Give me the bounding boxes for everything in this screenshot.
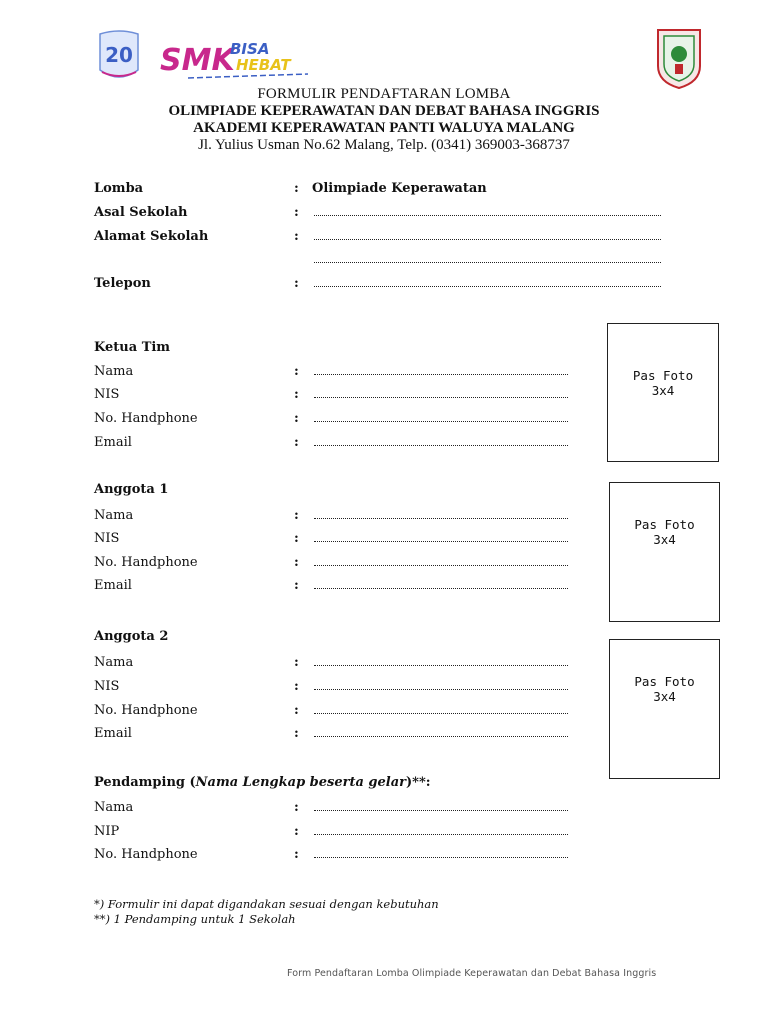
anggota1-email-line[interactable] [314, 588, 568, 589]
lomba-label: Lomba [94, 181, 144, 196]
pendamping-nip-line[interactable] [314, 834, 568, 835]
pendamping-prefix: Pendamping ( [94, 775, 196, 790]
ketua-tim-heading: Ketua Tim [94, 340, 171, 355]
crest-logo [654, 26, 704, 90]
photo-label: Pas Foto [632, 368, 694, 383]
anggota2-photo-box [609, 639, 720, 779]
pendamping-heading [94, 775, 431, 790]
pendamping-nama-line[interactable] [314, 810, 568, 811]
alamat-sekolah-label: Alamat Sekolah [94, 229, 209, 244]
pendamping-nama-label: Nama [94, 800, 134, 815]
anggota2-email-line[interactable] [314, 736, 568, 737]
telepon-colon: : [294, 276, 299, 291]
smk-text: SMK [160, 43, 235, 78]
pendamping-handphone-label: No. Handphone [94, 847, 198, 862]
photo-label: Pas Foto [634, 517, 695, 532]
asal-sekolah-label: Asal Sekolah [94, 205, 188, 220]
pendamping-nama-colon: : [294, 800, 299, 815]
anggota1-nama-line[interactable] [314, 518, 568, 519]
anggota1-nama-colon: : [294, 508, 299, 523]
telepon-label: Telepon [94, 276, 151, 291]
pendamping-italic: Nama Lengkap beserta gelar [195, 775, 407, 790]
pendamping-nip-colon: : [294, 824, 299, 839]
photo-size: 3x4 [651, 383, 675, 398]
photo-size: 3x4 [653, 689, 676, 704]
pendamping-handphone-colon: : [294, 847, 299, 862]
anggota2-nis-line[interactable] [314, 689, 568, 690]
anggota1-handphone-line[interactable] [314, 565, 568, 566]
photo-size: 3x4 [653, 532, 676, 547]
anggota1-handphone-label: No. Handphone [94, 555, 198, 570]
ketua-email-colon: : [294, 435, 299, 450]
anggota1-nis-label: NIS [94, 531, 120, 546]
event-title: OLIMPIADE KEPERAWATAN DAN DEBAT BAHASA INGGRIS [168, 103, 600, 119]
pendamping-handphone-line[interactable] [314, 857, 568, 858]
ketua-nama-label: Nama [94, 364, 134, 379]
anggota2-handphone-colon: : [294, 703, 299, 718]
anniversary-number: 20 [105, 43, 133, 67]
ketua-email-line[interactable] [314, 445, 568, 446]
ketua-handphone-line[interactable] [314, 421, 568, 422]
ketua-nis-line[interactable] [314, 397, 568, 398]
smk-slogan-bisa: BISA [230, 40, 270, 58]
lomba-colon: : [294, 181, 299, 196]
anggota2-nis-label: NIS [94, 679, 120, 694]
anggota2-email-label: Email [94, 726, 132, 741]
smk-slogan-hebat: HEBAT [236, 56, 291, 74]
ketua-handphone-colon: : [294, 411, 299, 426]
lomba-value: Olimpiade Keperawatan [312, 181, 487, 196]
anggota1-nis-colon: : [294, 531, 299, 546]
anggota2-email-colon: : [294, 726, 299, 741]
alamat-sekolah-line-1[interactable] [314, 239, 661, 240]
ketua-nis-label: NIS [94, 387, 120, 402]
ketua-photo-box [607, 323, 719, 462]
page-footer: Form Pendaftaran Lomba Olimpiade Keperawatan dan Debat Bahasa Inggris [287, 968, 657, 979]
photo-label: Pas Foto [634, 674, 695, 689]
alamat-sekolah-line-2[interactable] [314, 262, 661, 263]
form-title: FORMULIR PENDAFTARAN LOMBA [257, 86, 511, 102]
footnote-2: **) 1 Pendamping untuk 1 Sekolah [94, 912, 296, 926]
pendamping-suffix: )**: [406, 775, 431, 790]
anggota2-nama-label: Nama [94, 655, 134, 670]
alamat-sekolah-colon: : [294, 229, 299, 244]
anggota1-heading: Anggota 1 [94, 482, 169, 497]
asal-sekolah-colon: : [294, 205, 299, 220]
pendamping-nip-label: NIP [94, 824, 120, 839]
anggota1-email-label: Email [94, 578, 132, 593]
anggota1-handphone-colon: : [294, 555, 299, 570]
ketua-nis-colon: : [294, 387, 299, 402]
anggota1-nis-line[interactable] [314, 541, 568, 542]
anggota1-nama-label: Nama [94, 508, 134, 523]
anggota2-heading: Anggota 2 [94, 629, 169, 644]
institution-address: Jl. Yulius Usman No.62 Malang, Telp. (0341) 369003-368737 [198, 137, 570, 153]
anniversary-logo [94, 28, 144, 86]
footnote-1: *) Formulir ini dapat digandakan sesuai dengan kebutuhan [94, 897, 439, 911]
ketua-email-label: Email [94, 435, 132, 450]
institution-name: AKADEMI KEPERAWATAN PANTI WALUYA MALANG [193, 120, 575, 136]
anggota2-nama-line[interactable] [314, 665, 568, 666]
smk-logo [158, 34, 312, 84]
anggota2-handphone-line[interactable] [314, 713, 568, 714]
asal-sekolah-line[interactable] [314, 215, 661, 216]
ketua-handphone-label: No. Handphone [94, 411, 198, 426]
anggota2-nama-colon: : [294, 655, 299, 670]
anggota1-photo-box [609, 482, 720, 622]
anggota2-nis-colon: : [294, 679, 299, 694]
anggota1-email-colon: : [294, 578, 299, 593]
ketua-nama-colon: : [294, 364, 299, 379]
ketua-nama-line[interactable] [314, 374, 568, 375]
anggota2-handphone-label: No. Handphone [94, 703, 198, 718]
telepon-line[interactable] [314, 286, 661, 287]
